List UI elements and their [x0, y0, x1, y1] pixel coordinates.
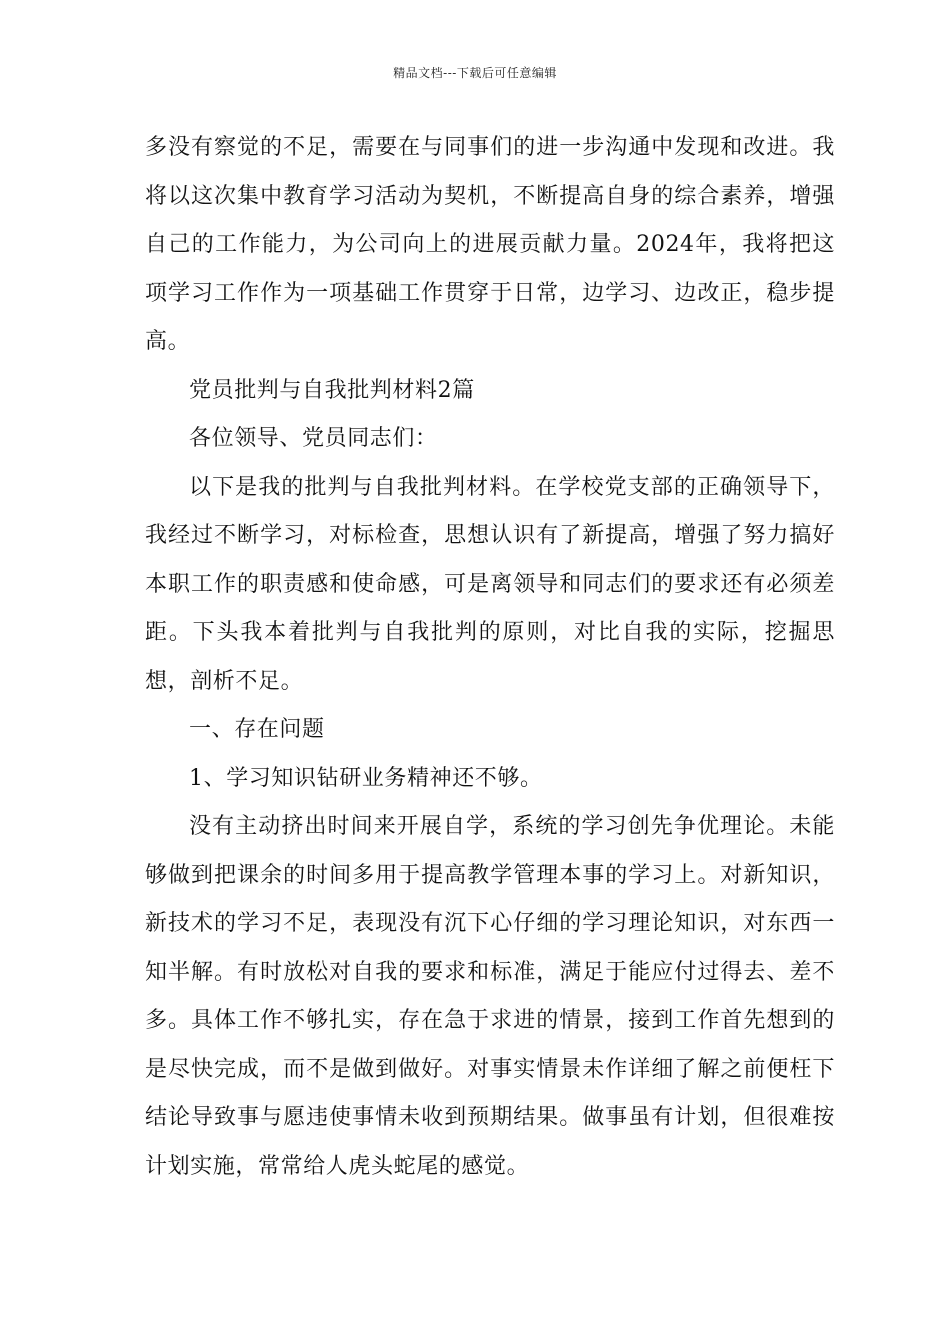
- heading-problems: 一、存在问题: [189, 717, 325, 742]
- subheading-study: 1、学习知识钻研业务精神还不够。: [189, 765, 543, 791]
- document-body: [145, 124, 835, 1191]
- salutation: 各位领导、党员同志们：: [189, 426, 438, 451]
- paragraph-continuation: 多没有察觉的不足，需要在与同事们的进一步沟通中发现和改进。我将以这次集中教育学习活动为契机，不断提高自身的综合素养，增强自己的工作能力，为公司向上的进展贡献力量。2024年，我将把这项学习工作作为一项基础工作贯穿于日常，边学习、边改正，稳步提高。: [145, 135, 835, 354]
- paragraph-study-detail: 没有主动挤出时间来开展自学，系统的学习创先争优理论。未能够做到把课余的时间多用于提高教学管理本事的学习上。对新知识，新技术的学习不足，表现没有沉下心仔细的学习理论知识，对东西一知半解。有时放松对自我的要求和标准，满足于能应付过得去、差不多。具体工作不够扎实，存在急于求进的情景，接到工作首先想到的是尽快完成，而不是做到做好。对事实情景未作详细了解之前便枉下结论导致事与愿违使事情未收到预期结果。做事虽有计划，但很难按计划实施，常常给人虎头蛇尾的感觉。: [145, 814, 835, 1179]
- section-title: 党员批判与自我批判材料2篇: [189, 377, 475, 403]
- paragraph-intro: 以下是我的批判与自我批判材料。在学校党支部的正确领导下，我经过不断学习，对标检查，思想认识有了新提高，增强了努力搞好本职工作的职责感和使命感，可是离领导和同志们的要求还有必须差距。下头我本着批判与自我批判的原则，对比自我的实际，挖掘思想，剖析不足。: [145, 474, 835, 694]
- page-header: 精品文档---下载后可任意编辑: [393, 66, 557, 80]
